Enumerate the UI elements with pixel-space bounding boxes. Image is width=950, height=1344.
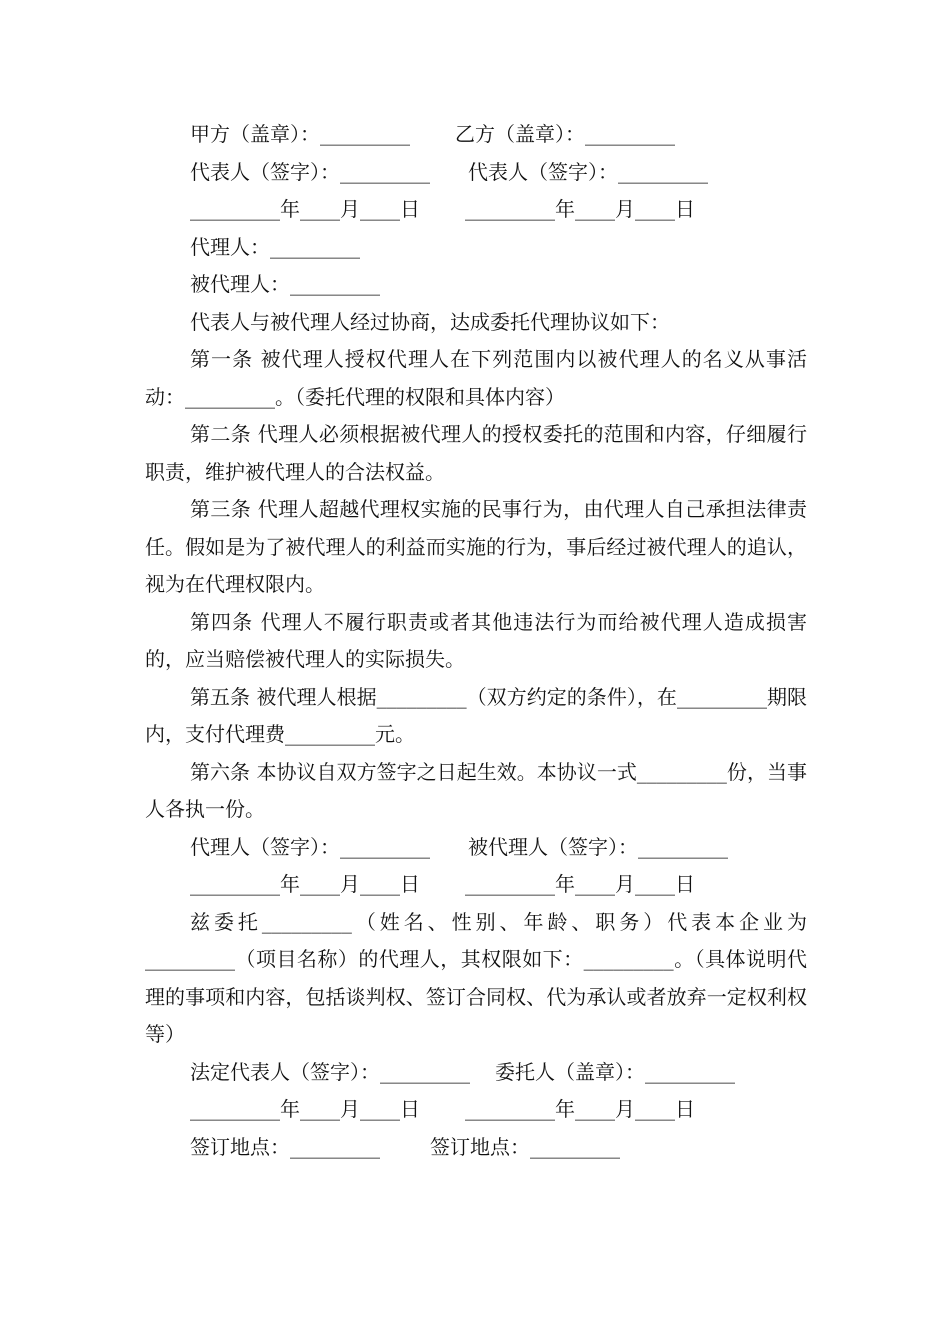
- agent-line: 代理人：_________: [190, 234, 360, 259]
- article-6: 第六条 本协议自双方签字之日起生效。本协议一式_________份，当事人各执一份。: [145, 759, 807, 821]
- intro-text: 代表人与被代理人经过协商，达成委托代理协议如下：: [190, 309, 670, 334]
- date-a-mid: _________年____月____日: [190, 872, 420, 896]
- date-line-bottom: [145, 1091, 807, 1129]
- party-b-seal: 乙方（盖章）：_________: [455, 122, 675, 146]
- date-a-top: _________年____月____日: [190, 197, 420, 221]
- date-b-mid: _________年____月____日: [465, 872, 695, 896]
- rep-b-sign: 代表人（签字）：_________: [468, 159, 708, 184]
- article-5: 第五条 被代理人根据_________（双方约定的条件），在_________期限内，支付代理费_________元。: [145, 684, 807, 746]
- seal-line: [145, 116, 807, 154]
- article-4: 第四条 代理人不履行职责或者其他违法行为而给被代理人造成损害的，应当赔偿被代理人的实际损失。: [145, 609, 807, 671]
- place-b: 签订地点：_________: [430, 1134, 620, 1159]
- legal-rep-line: [145, 1054, 807, 1092]
- authorization-text: 兹委托_________（姓名、性别、年龄、职务）代表本企业为_________（项目名称）的代理人，其权限如下：_________。（具体说明代理的事项和内容，包括谈判权、签订合同权、代为承认或者放弃一定权利权等）: [145, 909, 807, 1046]
- legal-rep-sign: 法定代表人（签字）：_________: [190, 1059, 470, 1084]
- agent-sign-line: [145, 829, 807, 867]
- place-a: 签订地点：_________: [190, 1134, 380, 1159]
- client-seal: 委托人（盖章）：_________: [495, 1059, 735, 1084]
- party-a-seal: 甲方（盖章）：_________: [190, 122, 410, 146]
- representative-line: [145, 154, 807, 192]
- agent-sign: 代理人（签字）：_________: [190, 834, 430, 859]
- rep-a-sign: 代表人（签字）：_________: [190, 159, 430, 184]
- contract-document: [145, 116, 807, 1166]
- article-2: 第二条 代理人必须根据被代理人的授权委托的范围和内容，仔细履行职责，维护被代理人的合法权益。: [145, 422, 807, 484]
- place-line: [145, 1129, 807, 1167]
- date-b-bottom: _________年____月____日: [465, 1097, 695, 1121]
- principal-sign: 被代理人（签字）：_________: [468, 834, 728, 859]
- article-3: 第三条 代理人超越代理权实施的民事行为，由代理人自己承担法律责任。假如是为了被代理人的利益而实施的行为，事后经过被代理人的追认，视为在代理权限内。: [145, 497, 807, 596]
- date-line-top: [145, 191, 807, 229]
- principal-line: 被代理人：_________: [190, 272, 380, 296]
- date-line-mid: [145, 866, 807, 904]
- date-b-top: _________年____月____日: [465, 197, 695, 221]
- date-a-bottom: _________年____月____日: [190, 1097, 420, 1121]
- article-1: 第一条 被代理人授权代理人在下列范围内以被代理人的名义从事活动：_________。（委托代理的权限和具体内容）: [145, 347, 807, 409]
